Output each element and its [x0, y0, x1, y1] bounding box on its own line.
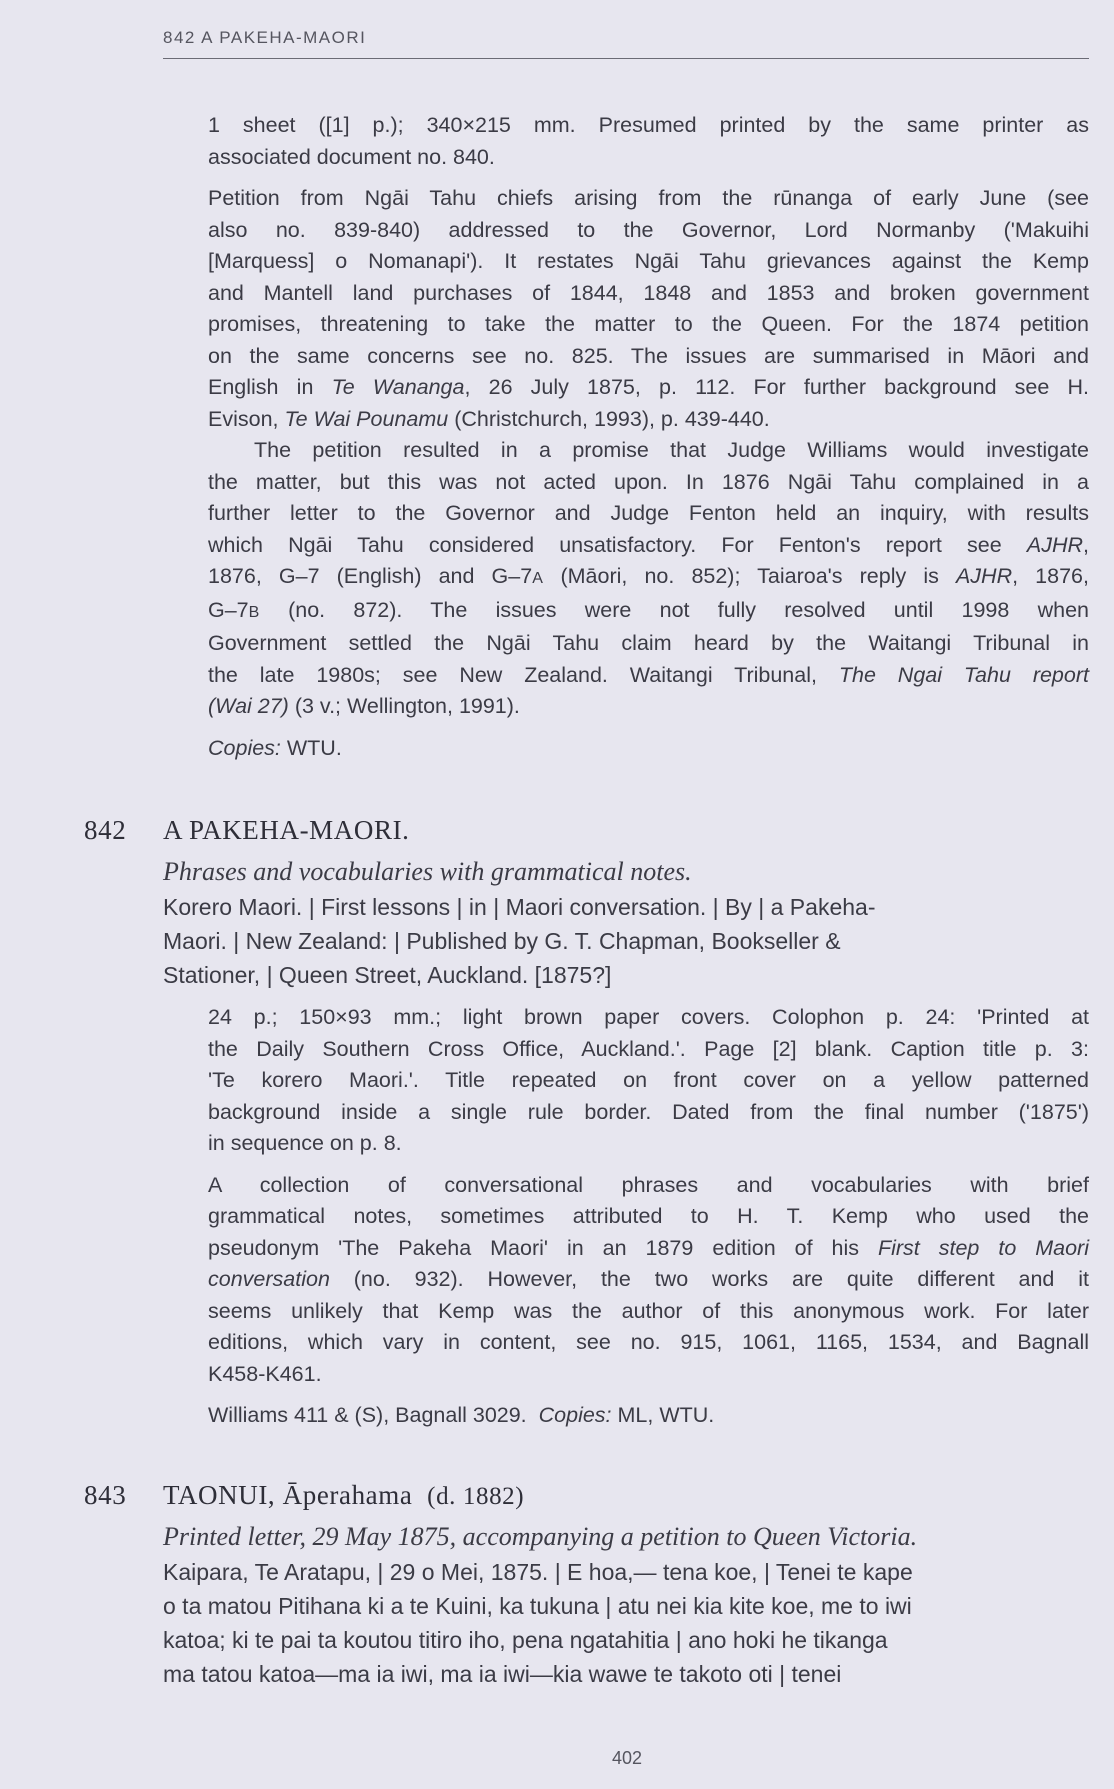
header-rule — [163, 58, 1089, 59]
text-run: G–7 — [208, 597, 249, 622]
text-line: in sequence on p. 8. — [208, 1131, 402, 1155]
page-number: 402 — [612, 1748, 643, 1768]
text-line: [Marquess] o Nomanapi'). It restates Ngāi Tahu grievances against the Kemp — [208, 249, 1089, 273]
text-line: seems unlikely that Kemp was the author of this anonymous work. For later — [208, 1298, 1089, 1323]
entry-842-imprint — [163, 890, 1089, 992]
entry-number: 842 — [84, 815, 127, 845]
text-line: K458-K461. — [208, 1361, 322, 1386]
text-line: Government settled the Ngāi Tahu claim heard by the Waitangi Tribunal in — [208, 631, 1089, 655]
description-paragraph — [208, 183, 1089, 435]
text-run: , — [1083, 532, 1089, 557]
text-run: 1876, G–7 (English) and G–7 — [208, 564, 533, 588]
italic-ref: AJHR — [1026, 532, 1084, 557]
text-line: the matter, but this was not acted upon. In 1876 Ngāi Tahu complained in a — [208, 469, 1089, 494]
entry-author: TAONUI, Āperahama — [163, 1480, 413, 1510]
italic-title: Te Wananga — [331, 375, 465, 399]
text-line — [208, 404, 1089, 436]
imprint-line: Maori. | New Zealand: | Published by G. T. Chapman, Bookseller & — [163, 928, 841, 954]
text-line — [208, 561, 1089, 595]
text-run: pseudonym 'The Pakeha Maori' in an 1879 edition of his — [208, 1235, 878, 1260]
text-run: which Ngāi Tahu considered unsatisfactory. For Fenton's report see — [208, 532, 1027, 557]
format-note — [208, 110, 1089, 173]
imprint-line: Stationer, | Queen Street, Auckland. [1875?] — [163, 962, 612, 988]
small-caps: A — [532, 570, 544, 587]
text-line — [208, 372, 1089, 404]
text-line — [208, 595, 1089, 629]
text-line — [208, 691, 1089, 723]
entry-842-title: Phrases and vocabularies with grammatical notes. — [163, 857, 692, 886]
italic-title: Te Wai Pounamu — [284, 406, 449, 431]
text-run: (no. 932). However, the two works are quite different and it — [329, 1267, 1089, 1291]
entry-author: A PAKEHA-MAORI. — [163, 815, 410, 845]
text-run: Evison, — [208, 406, 285, 431]
references-line — [208, 1400, 1089, 1432]
copies-value: ML, WTU. — [611, 1403, 715, 1427]
text-line: The petition resulted in a promise that Judge Williams would investigate — [254, 438, 1089, 462]
text-line: on the same concerns see no. 825. The issues are summarised in Māori and — [208, 343, 1089, 368]
imprint-line: katoa; ki te pai ta koutou titiro iho, pena ngatahitia | ano hoki he tikanga — [163, 1627, 888, 1653]
text-run: (3 v.; Wellington, 1991). — [288, 694, 520, 718]
italic-title: conversation — [208, 1267, 330, 1291]
format-note — [208, 1002, 1089, 1160]
text-line: background inside a single rule border. Dated from the final number ('1875') — [208, 1099, 1089, 1124]
italic-title: First step to Maori — [877, 1235, 1089, 1260]
text-line: 24 p.; 150×93 mm.; light brown paper covers. Colophon p. 24: 'Printed at — [208, 1005, 1089, 1029]
text-line: further letter to the Governor and Judge Fenton held an inquiry, with results — [208, 501, 1089, 525]
italic-title: (Wai 27) — [208, 694, 289, 718]
text-line: Petition from Ngāi Tahu chiefs arising from the rūnanga of early June (see — [208, 186, 1089, 210]
copies-label: Copies: — [538, 1403, 612, 1427]
text-line: 1 sheet ([1] p.); 340×215 mm. Presumed printed by the same printer as — [208, 113, 1089, 137]
text-line — [208, 1264, 1089, 1296]
text-line — [208, 530, 1089, 562]
description-paragraph — [208, 435, 1089, 723]
text-run: the late 1980s; see New Zealand. Waitangi Tribunal, — [208, 662, 839, 687]
italic-ref: AJHR — [955, 564, 1013, 588]
text-run: (Māori, no. 852); Taiaroa's reply is — [543, 564, 956, 588]
entry-dates: (d. 1882) — [427, 1483, 525, 1510]
copies-label: Copies: — [208, 735, 281, 760]
text-line — [208, 1233, 1089, 1265]
entry-843-title: Printed letter, 29 May 1875, accompanying a petition to Queen Victoria. — [163, 1522, 918, 1551]
entry-number: 843 — [84, 1480, 127, 1510]
text-line: grammatical notes, sometimes attributed to H. T. Kemp who used the — [208, 1204, 1089, 1228]
small-caps: B — [248, 603, 260, 621]
running-head: 842 A PAKEHA-MAORI — [163, 28, 367, 47]
text-run: English in — [208, 375, 332, 399]
text-line: associated document no. 840. — [208, 144, 495, 169]
entry-843-heading — [84, 1480, 524, 1511]
text-line: and Mantell land purchases of 1844, 1848 and 1853 and broken government — [208, 280, 1089, 305]
text-line — [208, 660, 1089, 692]
text-line: A collection of conversational phrases and vocabularies with brief — [208, 1172, 1089, 1197]
text-run: , 1876, — [1012, 564, 1089, 588]
text-line: also no. 839-840) addressed to the Governor, Lord Normanby ('Makuihi — [208, 217, 1089, 242]
text-run: (Christchurch, 1993), p. 439-440. — [448, 406, 770, 431]
copies-value: WTU. — [280, 735, 342, 760]
entry-842-heading — [84, 815, 410, 846]
imprint-line: Kaipara, Te Aratapu, | 29 o Mei, 1875. | E hoa,— tena koe, | Tenei te kape — [163, 1559, 913, 1585]
entry-843-imprint — [163, 1555, 1089, 1691]
entry-842-body — [208, 1002, 1089, 1442]
references: Williams 411 & (S), Bagnall 3029. — [208, 1403, 527, 1427]
text-line: editions, which vary in content, see no. 915, 1061, 1165, 1534, and Bagnall — [208, 1330, 1089, 1354]
imprint-line: ma tatou katoa—ma ia iwi, ma ia iwi—kia wawe te takoto oti | tenei — [163, 1661, 842, 1687]
text-run: (no. 872). The issues were not fully resolved until 1998 when — [259, 597, 1089, 622]
imprint-line: Korero Maori. | First lessons | in | Maori conversation. | By | a Pakeha- — [163, 894, 876, 920]
text-line: promises, threatening to take the matter to the Queen. For the 1874 petition — [208, 312, 1089, 336]
italic-title: The Ngai Tahu report — [838, 662, 1089, 687]
entry-841-continuation — [208, 110, 1089, 774]
imprint-line: o ta matou Pitihana ki a te Kuini, ka tukuna | atu nei kia kite koe, me to iwi — [163, 1593, 912, 1619]
description-paragraph — [208, 1170, 1089, 1391]
text-run: , 26 July 1875, p. 112. For further background see H. — [464, 375, 1089, 399]
copies-line — [208, 733, 1089, 765]
text-line: 'Te korero Maori.'. Title repeated on front cover on a yellow patterned — [208, 1068, 1089, 1092]
text-line: the Daily Southern Cross Office, Auckland.'. Page [2] blank. Caption title p. 3: — [208, 1036, 1089, 1061]
